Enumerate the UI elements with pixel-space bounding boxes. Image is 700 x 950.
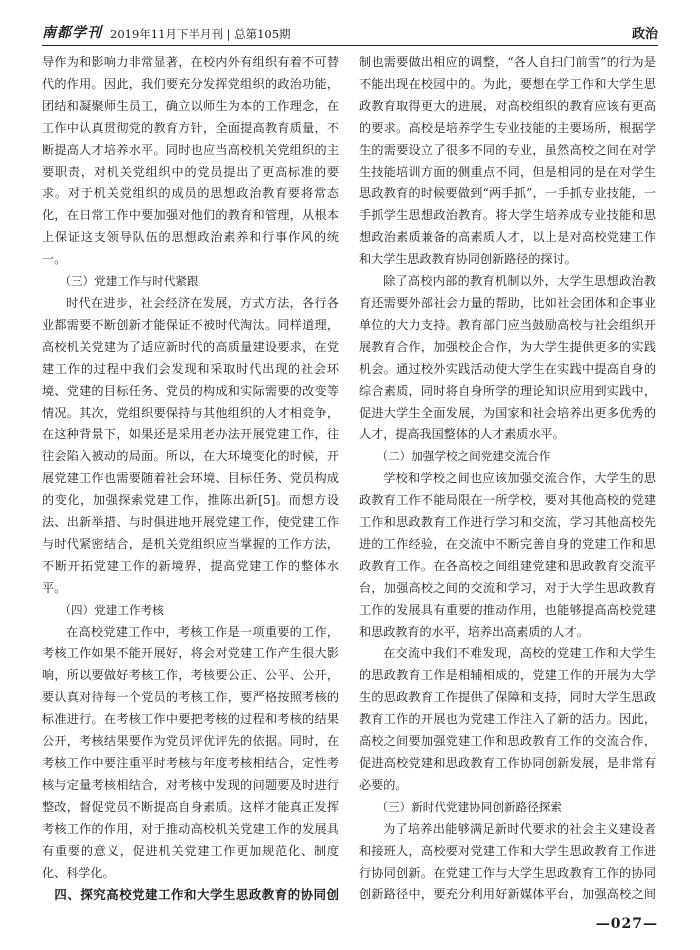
section-label: 政治: [631, 27, 658, 42]
header-left: [42, 22, 291, 42]
paragraph: 制也需要做出相应的调整，“各人自扫门前雪”的行为是不能出现在校园中的。为此，要想在学工作和大学生思政教育取得更大的进展，对高校组织的教育应该有更高的要求。高校是培养学生专业技能的主要场所，根据学生的需要设立了很多不同的专业，虽然高校之间在对学生技能培训方面的侧重点不同，但是相同的是在对学生思政教育的时候要做到“两手抓”，一手抓专业技能，一手抓学生思想政治教育。将大学生培养成专业技能和思想政治素质兼备的高素质人才，以上是对高校党建工作和大学生思政教育协同创新路径的探讨。: [359, 55, 656, 267]
paragraph: 在高校党建工作中，考核工作是一项重要的工作，考核工作如果不能开展好，将会对党建工作产生很大影响，所以要做好考核工作，考核要公正、公平、公开，要认真对待每一个党员的考核工作，要严格按照考核的标准进行。在考核工作中要把考核的过程和考核的结果公开，考核结果要作为党员评优评先的依据。同时，在考核工作中要注重平时考核与年度考核相结合，定性考核与定量考核相结合，对考核中发现的问题要及时进行整改，督促党员不断提高自身素质。这样才能真正发挥考核工作的作用，对于推动高校机关党建工作的发展具有重要的意义，促进机关党建工作更加规范化、制度化、科学化。: [42, 624, 339, 880]
right-column: [359, 52, 656, 907]
issue-info: 2019年11月下半月刊 | 总第105期: [110, 27, 291, 41]
subsection-heading: （三）党建工作与时代紧跟: [59, 274, 199, 289]
left-column: [42, 52, 339, 907]
page-number: —027—: [595, 916, 658, 932]
article-body: [42, 52, 656, 907]
paragraph: 为了培养出能够满足新时代要求的社会主义建设者和接班人，高校要对党建工作和大学生思政教育工作进行协同创新。在党建工作与大学生思政教育工作的协同创新路径中，要充分利用好新媒体平台，加强高校之间: [359, 821, 656, 902]
paragraph: 时代在进步，社会经济在发展，方式方法，各行各业都需要不断创新才能保证不被时代淘汰。同样道理，高校机关党建为了适应新时代的高质量建设要求，在党建工作的过程中我们会发现和采取时代出现的社会环境、党建的目标任务、党员的构成和实际需要的改变等情况。其次，党组织要保持与其他组织的人才相竞争，在这种背景下，如果还是采用老办法开展党建工作，往往会陷入被动的局面。所以，在大环境变化的时候，开展党建工作也需要随着社会环境、目标任务、党员构成的变化，加强探索党建工作，推陈出新[5]。而想方设法、出新举措、与时俱进地开展党建工作，使党建工作与时代紧密结合，是机关党组织应当掌握的工作方法，不断开拓党建工作的新境界，提高党建工作的整体水平。: [42, 295, 339, 595]
paragraph: 学校和学校之间也应该加强交流合作，大学生的思政教育工作不能局限在一所学校，要对其他高校的党建工作和思政教育工作进行学习和交流，学习其他高校先进的工作经验，在交流中不断完善自身的党建工作和思政教育工作。在各高校之间组建党建和思政教育交流平台，加强高校之间的交流和学习，对于大学生思政教育工作的发展具有重要的推动作用，也能够提高高校党建和思政教育的水平，培养出高素质的人才。: [359, 471, 656, 639]
paragraph: 除了高校内部的教育机制以外，大学生思想政治教育还需要外部社会力量的帮助，比如社会团体和企事业单位的大力支持。教育部门应当鼓励高校与社会组织开展教育合作，加强校企合作，为大学生提供更多的实践机会。通过校外实践活动使大学生在实践中提高自身的综合素质，同时将自身所学的理论知识应用到实践中，促进大学生全面发展，为国家和社会培养出更多优秀的人才，提高我国整体的人才素质水平。: [359, 274, 656, 442]
journal-title: 南都学刊: [42, 25, 102, 41]
subsection-heading: （二）加强学校之间党建交流合作: [376, 449, 551, 464]
subsection-heading: （三）新时代党建协同创新路径探索: [376, 799, 562, 814]
subsection-heading: （四）党建工作考核: [59, 602, 164, 617]
running-header: [42, 20, 658, 46]
section-heading: 四、探究高校党建工作和大学生思政教育的协同创: [54, 887, 339, 903]
paragraph: 导作为和影响力非常显著，在校内外有组织有着不可替代的作用。因此，我们要充分发挥党组织的政治功能，团结和凝聚师生员工，确立以师生为本的工作理念，在工作中认真贯彻党的教育方针，全面提高教育质量，不断提高人才培养水平。同时也应当高校机关党组织的主要职责，对机关党组织中的党员提出了更高标准的要求。对于机关党组织的成员的思想政治教育要将常态化，在日常工作中要加强对他们的教育和管理，从根本上保证这支领导队伍的思想政治素养和行事作风的统一。: [42, 55, 339, 267]
paragraph: 在交流中我们不难发现，高校的党建工作和大学生的思政教育工作是相辅相成的，党建工作的开展为大学生的思政教育工作提供了保障和支持，同时大学生思政教育工作的开展也为党建工作注入了新的活力。因此，高校之间要加强党建工作和思政教育工作的交流合作，促进高校党建和思政教育工作协同创新发展，是非常有必要的。: [359, 646, 656, 792]
